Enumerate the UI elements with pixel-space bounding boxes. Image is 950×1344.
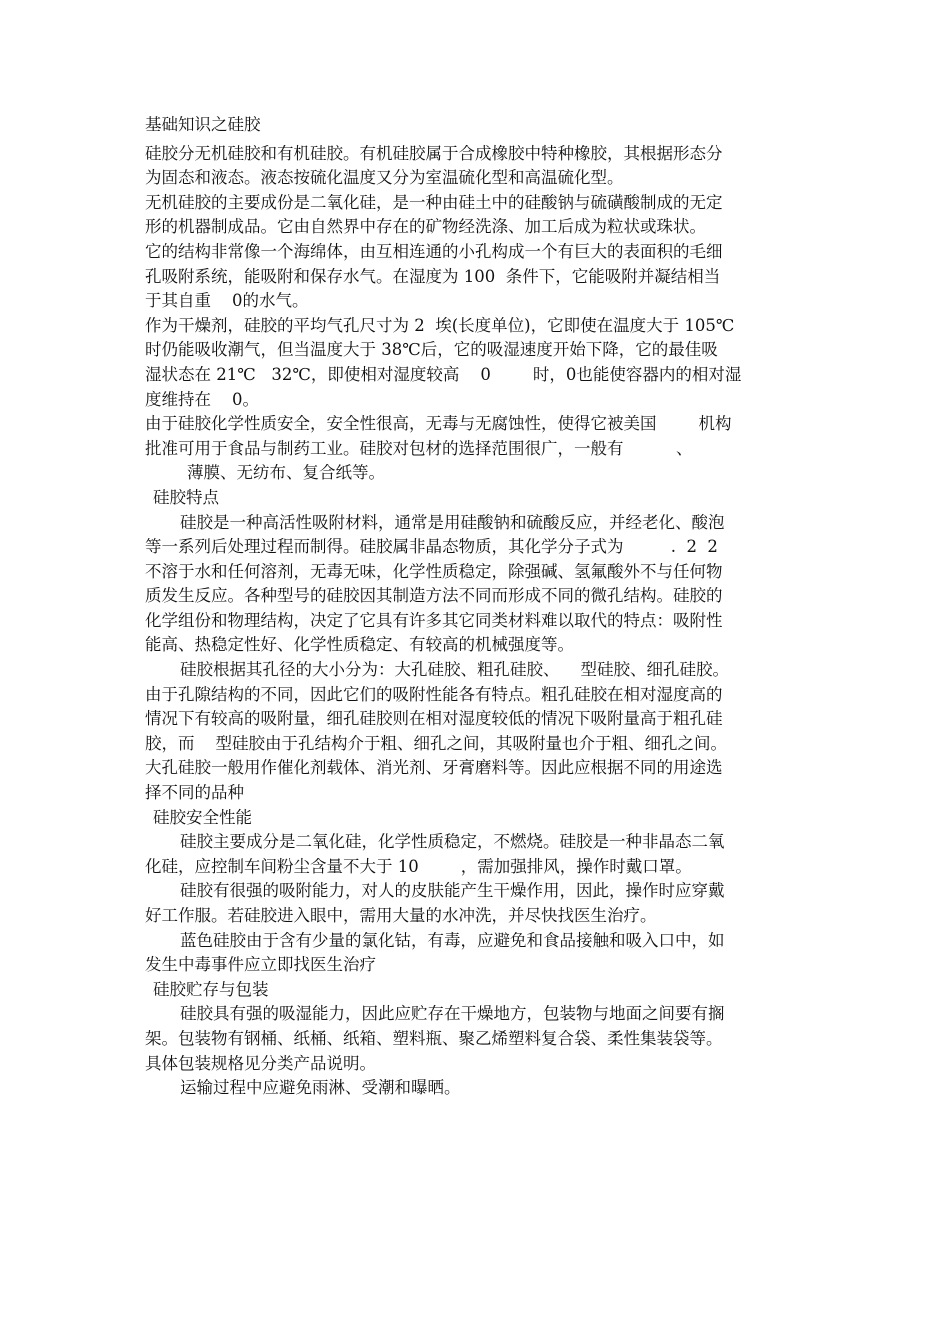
document-title: 基础知识之硅胶: [145, 115, 261, 134]
text-line: 孔吸附系统，能吸附和保存水气。在湿度为 100 条件下，它能吸附并凝结相当: [145, 266, 721, 286]
text-line: 不溶于水和任何溶剂，无毒无味，化学性质稳定，除强碱、氢氟酸外不与任何物: [145, 561, 723, 581]
text-line: 情况下有较高的吸附量，细孔硅胶则在相对湿度较低的情况下吸附量高于粗孔硅: [145, 709, 723, 729]
document-body: [145, 142, 811, 1101]
text-line: 硅胶是一种高活性吸附材料，通常是用硅酸钠和硫酸反应，并经老化、酸泡: [180, 512, 725, 532]
text-line: 胶，而 型硅胶由于孔结构介于粗、细孔之间，其吸附量也介于粗、细孔之间。: [145, 733, 727, 753]
text-line: 由于硅胶化学性质安全，安全性很高，无毒与无腐蚀性，使得它被美国 机构: [145, 414, 732, 434]
text-line: 质发生反应。各种型号的硅胶因其制造方法不同而形成不同的微孔结构。硅胶的: [145, 586, 723, 606]
text-line: 化学组份和物理结构，决定了它具有许多其它同类材料难以取代的特点：吸附性: [145, 610, 723, 630]
text-line: 架。包装物有钢桶、纸桶、纸箱、塑料瓶、聚乙烯塑料复合袋、柔性集装袋等。: [145, 1028, 723, 1048]
text-line: 薄膜、无纺布、复合纸等。: [145, 463, 385, 483]
text-line: 化硅，应控制车间粉尘含量不大于 10 ，需加强排风，操作时戴口罩。: [145, 856, 692, 876]
text-line: 于其自重 0的水气。: [145, 291, 309, 311]
text-line: 蓝色硅胶由于含有少量的氯化钴，有毒，应避免和食品接触和吸入口中，如: [180, 930, 725, 950]
text-line: 作为干燥剂，硅胶的平均气孔尺寸为 2 埃(长度单位)，它即使在温度大于 105℃: [145, 315, 735, 335]
text-line: 时仍能吸收潮气，但当温度大于 38℃后，它的吸湿速度开始下降，它的最佳吸: [145, 340, 718, 360]
text-line: 湿状态在 21℃ 32℃，即使相对湿度较高 0 时，0也能使容器内的相对湿: [145, 364, 742, 384]
text-line: 运输过程中应避免雨淋、受潮和曝晒。: [180, 1078, 461, 1098]
text-line: 度维持在 0。: [145, 389, 259, 409]
section-heading: 硅胶安全性能: [153, 807, 252, 827]
text-line: 硅胶有很强的吸附能力，对人的皮肤能产生干燥作用，因此，操作时应穿戴: [180, 881, 725, 901]
text-line: 为固态和液态。液态按硫化温度又分为室温硫化型和高温硫化型。: [145, 168, 624, 188]
text-line: 形的机器制成品。它由自然界中存在的矿物经洗涤、加工后成为粒状或珠状。: [145, 217, 706, 237]
text-line: 好工作服。若硅胶进入眼中，需用大量的水冲洗，并尽快找医生治疗。: [145, 906, 657, 925]
text-line: 无机硅胶的主要成份是二氧化硅，是一种由硅土中的硅酸钠与硫磺酸制成的无定: [145, 192, 723, 212]
document-page: [145, 113, 811, 1101]
text-line: 硅胶根据其孔径的大小分为：大孔硅胶、粗孔硅胶、 型硅胶、细孔硅胶。: [180, 660, 729, 680]
text-line: 批准可用于食品与制药工业。硅胶对包材的选择范围很广，一般有 、: [145, 438, 693, 458]
section-heading: 硅胶贮存与包装: [153, 979, 269, 999]
text-line: 等一系列后处理过程而制得。硅胶属非晶态物质，其化学分子式为 . 2 2: [145, 537, 718, 557]
text-line: 大孔硅胶一般用作催化剂载体、消光剂、牙膏磨料等。因此应根据不同的用途选: [145, 758, 723, 778]
text-line: 硅胶具有强的吸湿能力，因此应贮存在干燥地方，包装物与地面之间要有搁: [180, 1004, 725, 1024]
section-heading: 硅胶特点: [153, 487, 219, 507]
text-line: 硅胶分无机硅胶和有机硅胶。有机硅胶属于合成橡胶中特种橡胶，其根据形态分: [145, 143, 723, 163]
text-line: 它的结构非常像一个海绵体，由互相连通的小孔构成一个有巨大的表面积的毛细: [145, 241, 723, 261]
text-line: 具体包装规格见分类产品说明。: [145, 1053, 376, 1073]
text-line: 硅胶主要成分是二氧化硅，化学性质稳定，不燃烧。硅胶是一种非晶态二氧: [180, 832, 725, 852]
text-line: 能高、热稳定性好、化学性质稳定、有较高的机械强度等。: [145, 635, 574, 655]
text-line: 择不同的品种: [145, 783, 244, 803]
text-line: 由于孔隙结构的不同，因此它们的吸附性能各有特点。粗孔硅胶在相对湿度高的: [145, 684, 723, 704]
text-line: 发生中毒事件应立即找医生治疗: [145, 955, 376, 975]
